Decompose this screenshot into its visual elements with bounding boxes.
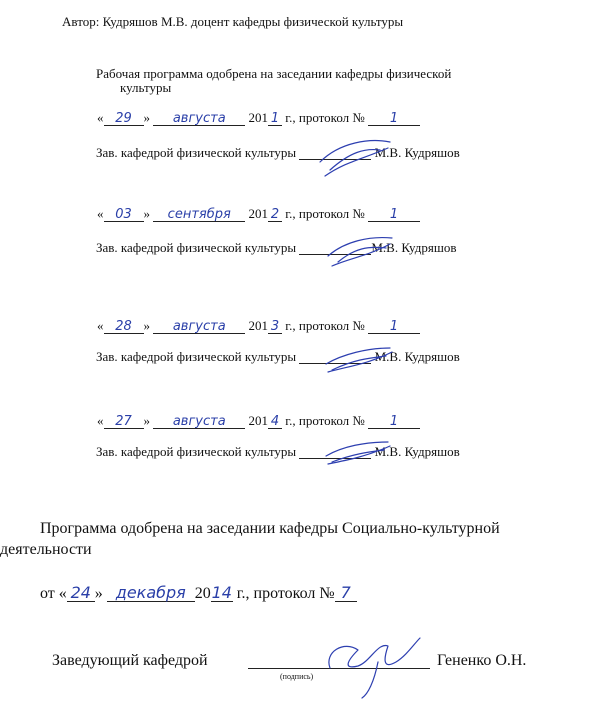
final-quote-close: » bbox=[94, 585, 103, 602]
final-day: 24 bbox=[67, 584, 95, 602]
final-signature bbox=[318, 622, 428, 702]
approval-year-prefix-3: 201 bbox=[248, 318, 268, 333]
head-label-3: Зав. кафедрой физической культуры bbox=[96, 349, 297, 364]
signature-1 bbox=[310, 132, 400, 182]
signature-3 bbox=[318, 336, 398, 376]
approval-day-2: 03 bbox=[104, 208, 144, 222]
approval-year-prefix-4: 201 bbox=[248, 413, 268, 428]
head-signature-line-3 bbox=[96, 349, 460, 365]
head-signature-line-1 bbox=[96, 145, 460, 161]
approval-month-1: августа bbox=[153, 112, 245, 126]
head-name-4: М.В. Кудряшов bbox=[374, 444, 460, 459]
final-from-label: от « bbox=[40, 585, 67, 602]
approval-date-line-2: « 03 » сентября 201 2 г., протокол № 1 bbox=[97, 206, 420, 222]
protocol-number-3: 1 bbox=[368, 320, 420, 334]
approval-date-line-1: « 29 » августа 201 1 г., протокол № 1 bbox=[97, 110, 420, 126]
final-approval-line1: Программа одобрена на заседании кафедры Социально-культурной bbox=[40, 520, 500, 537]
head-signature-line-2 bbox=[96, 240, 456, 256]
protocol-number-2: 1 bbox=[368, 208, 420, 222]
head-name-1: М.В. Кудряшов bbox=[374, 145, 460, 160]
approval-month-2: сентября bbox=[153, 208, 245, 222]
approval-year-prefix-1: 201 bbox=[248, 110, 268, 125]
protocol-label-2: г., протокол № bbox=[285, 206, 365, 221]
final-year-prefix: 20 bbox=[194, 585, 211, 602]
approval-intro-line2: культуры bbox=[120, 80, 172, 95]
approval-day-4: 27 bbox=[104, 415, 144, 429]
approval-date-line-3: « 28 » августа 201 3 г., протокол № 1 bbox=[97, 318, 420, 334]
head-label-1: Зав. кафедрой физической культуры bbox=[96, 145, 297, 160]
protocol-label-1: г., протокол № bbox=[285, 110, 365, 125]
protocol-number-4: 1 bbox=[368, 415, 420, 429]
approval-year-digit-3: 3 bbox=[268, 320, 282, 334]
final-head-name: Гененко О.Н. bbox=[437, 652, 527, 669]
protocol-label-3: г., протокол № bbox=[285, 318, 365, 333]
head-label-4: Зав. кафедрой физической культуры bbox=[96, 444, 297, 459]
approval-year-digit-1: 1 bbox=[268, 112, 282, 126]
final-date-line bbox=[40, 584, 357, 603]
approval-year-digit-4: 4 bbox=[268, 415, 282, 429]
approval-month-4: августа bbox=[153, 415, 245, 429]
approval-year-prefix-2: 201 bbox=[248, 206, 268, 221]
final-approval-line2: деятельности bbox=[0, 541, 92, 558]
final-year-suffix: 14 bbox=[211, 583, 232, 602]
head-name-2: М.В. Кудряшов bbox=[371, 240, 457, 255]
final-protocol-number: 7 bbox=[335, 584, 357, 602]
approval-month-3: августа bbox=[153, 320, 245, 334]
protocol-label-4: г., протокол № bbox=[285, 413, 365, 428]
approval-intro-line1: Рабочая программа одобрена на заседании кафедры физической bbox=[96, 66, 452, 81]
approval-date-line-4: « 27 » августа 201 4 г., протокол № 1 bbox=[97, 413, 420, 429]
signature-2 bbox=[320, 226, 400, 270]
approval-year-digit-2: 2 bbox=[268, 208, 282, 222]
head-name-3: М.В. Кудряшов bbox=[374, 349, 460, 364]
final-head-label: Заведующий кафедрой bbox=[52, 652, 208, 669]
final-protocol-label: г., протокол № bbox=[236, 585, 335, 602]
signature-4 bbox=[318, 432, 394, 468]
protocol-number-1: 1 bbox=[368, 112, 420, 126]
signature-caption: (подпись) bbox=[280, 672, 314, 681]
approval-day-3: 28 bbox=[104, 320, 144, 334]
head-label-2: Зав. кафедрой физической культуры bbox=[96, 240, 297, 255]
author-line: Автор: Кудряшов М.В. доцент кафедры физической культуры bbox=[62, 14, 404, 29]
approval-day-1: 29 bbox=[104, 112, 144, 126]
head-signature-line-4 bbox=[96, 444, 460, 460]
final-month: декабря bbox=[107, 584, 195, 602]
